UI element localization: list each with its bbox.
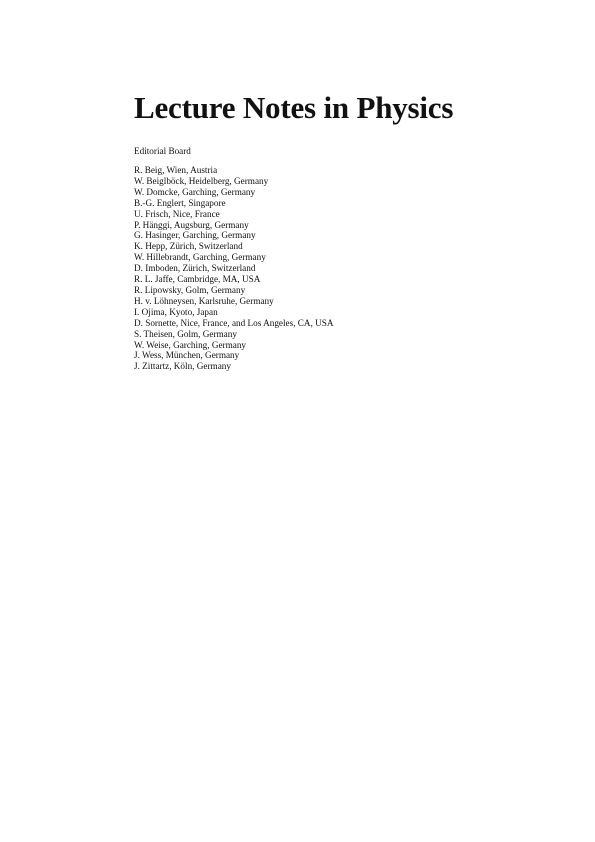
board-member: S. Theisen, Golm, Germany — [134, 328, 237, 339]
board-member: J. Zittartz, Köln, Germany — [134, 361, 231, 372]
board-member: B.-G. Englert, Singapore — [134, 197, 226, 208]
board-member: R. Lipowsky, Golm, Germany — [134, 284, 246, 295]
board-member: P. Hänggi, Augsburg, Germany — [134, 219, 249, 230]
board-member: U. Frisch, Nice, France — [134, 208, 220, 219]
board-member: H. v. Löhneysen, Karlsruhe, Germany — [134, 295, 274, 306]
board-member: W. Weise, Garching, Germany — [134, 339, 247, 350]
board-member: R. L. Jaffe, Cambridge, MA, USA — [134, 274, 261, 285]
board-member: G. Hasinger, Garching, Germany — [134, 230, 256, 241]
series-title: Lecture Notes in Physics — [134, 90, 454, 125]
board-member: J. Wess, München, Germany — [134, 350, 240, 361]
board-member: R. Beig, Wien, Austria — [134, 165, 218, 175]
editorial-board-heading: Editorial Board — [134, 146, 191, 156]
board-member: K. Hepp, Zürich, Switzerland — [134, 241, 243, 252]
board-member: I. Ojima, Kyoto, Japan — [134, 306, 218, 317]
board-member: D. Imboden, Zürich, Switzerland — [134, 263, 256, 274]
editorial-board-list — [134, 165, 334, 372]
board-member: D. Sornette, Nice, France, and Los Angeles, CA, USA — [134, 317, 334, 328]
board-member: W. Hillebrandt, Garching, Germany — [134, 252, 266, 263]
board-member: W. Domcke, Garching, Germany — [134, 186, 256, 197]
board-member: W. Beiglböck, Heidelberg, Germany — [134, 175, 269, 186]
